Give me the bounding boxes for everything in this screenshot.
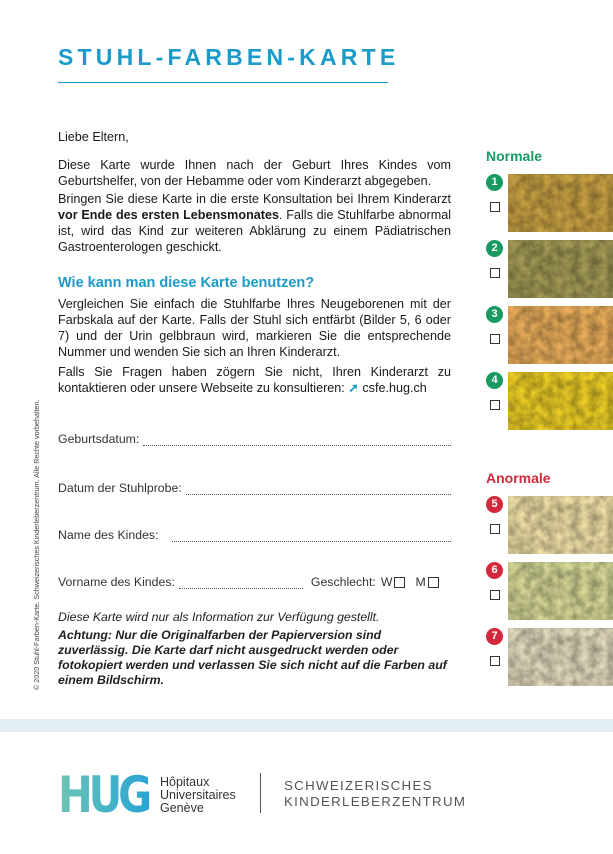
- swatch-number-4: 4: [486, 372, 503, 389]
- swatch-checkbox-6[interactable]: [490, 590, 500, 600]
- stool-color-swatch-5: [508, 496, 613, 554]
- stool-color-swatch-7: [508, 628, 613, 686]
- footer-band: [0, 719, 613, 732]
- stool-date-field[interactable]: [58, 477, 451, 495]
- swatch-checkbox-1[interactable]: [490, 202, 500, 212]
- child-firstname-label: Vorname des Kindes:: [58, 575, 175, 589]
- swatch-number-5: 5: [486, 496, 503, 513]
- intro-paragraph-1: Diese Karte wurde Ihnen nach der Geburt Ihres Kindes vom Geburtshelfer, von der Hebamme oder vom Kinderarzt abgegeben.: [58, 158, 451, 188]
- stool-color-swatch-6: [508, 562, 613, 620]
- swatch-checkbox-4[interactable]: [490, 400, 500, 410]
- swatch-texture: [508, 306, 613, 364]
- website-link[interactable]: csfe.hug.ch: [362, 381, 427, 395]
- institution-line-3: Genève: [160, 801, 204, 815]
- stool-color-swatch-3: [508, 306, 613, 364]
- birth-date-input-line[interactable]: [143, 433, 451, 446]
- child-name-field[interactable]: [58, 524, 451, 542]
- swatch-row-4: [486, 372, 613, 430]
- footer-divider: [260, 773, 261, 813]
- normal-section-label: Normale: [486, 148, 543, 164]
- intro-paragraph-2-start: Bringen Sie diese Karte in die erste Konsultation bei Ihrem Kinderarzt: [58, 192, 451, 206]
- greeting: Liebe Eltern,: [58, 130, 129, 144]
- info-note: Diese Karte wird nur als Information zur Verfügung gestellt.: [58, 610, 380, 624]
- swatch-checkbox-2[interactable]: [490, 268, 500, 278]
- gender-w-checkbox[interactable]: [394, 577, 405, 588]
- stool-date-label: Datum der Stuhlprobe:: [58, 481, 182, 495]
- intro-paragraph-2: [58, 191, 451, 255]
- swatch-texture: [508, 372, 613, 430]
- swatch-number-6: 6: [486, 562, 503, 579]
- swatch-row-6: [486, 562, 613, 620]
- stool-date-input-line[interactable]: [186, 482, 451, 495]
- swatch-texture: [508, 628, 613, 686]
- warning-note: Achtung: Nur die Originalfarben der Papierversion sind zuverlässig. Die Karte darf nicht ausgedruckt werden oder fotokopiert werden und verlassen Sie sich nicht auf die Farben auf einem Bildschirm.: [58, 628, 447, 687]
- birth-date-field[interactable]: [58, 428, 451, 446]
- link-arrow-icon: ➚: [348, 381, 359, 395]
- gender-w-label: W: [380, 575, 393, 589]
- usage-paragraph-1: Vergleichen Sie einfach die Stuhlfarbe Ihres Neugeborenen mit der Farbskala auf der Karte. Falls der Stuhl sich entfärbt (Bilder 5, 6 oder 7) und der Urin gelbbraun wird, markieren Sie die entsprechende Nummer und wenden Sie sich an Ihren Kinderarzt.: [58, 297, 451, 359]
- swatch-texture: [508, 562, 613, 620]
- stool-color-swatch-2: [508, 240, 613, 298]
- child-firstname-field[interactable]: [58, 571, 451, 589]
- usage-heading: Wie kann man diese Karte benutzen?: [58, 275, 315, 291]
- center-line-1: SCHWEIZERISCHES: [284, 778, 433, 793]
- center-name: [284, 778, 466, 810]
- swatch-row-5: [486, 496, 613, 554]
- birth-date-label: Geburtsdatum:: [58, 432, 140, 446]
- gender-label: Geschlecht:: [310, 575, 376, 589]
- gender-m-label: M: [415, 575, 426, 589]
- page-title: STUHL-FARBEN-KARTE: [58, 44, 400, 70]
- institution-line-1: Hôpitaux: [160, 775, 210, 789]
- gender-group: [311, 575, 449, 589]
- usage-paragraph-2: [58, 364, 451, 396]
- center-line-2: KINDERLEBERZENTRUM: [284, 794, 467, 809]
- institution-line-2: Universitaires: [160, 788, 236, 802]
- gender-m-checkbox[interactable]: [428, 577, 439, 588]
- swatch-row-1: [486, 174, 613, 232]
- swatch-texture: [508, 496, 613, 554]
- swatch-number-3: 3: [486, 306, 503, 323]
- swatch-checkbox-5[interactable]: [490, 524, 500, 534]
- title-divider: [58, 82, 388, 83]
- child-name-input-line[interactable]: [172, 529, 451, 542]
- hug-logo-text: HUG: [58, 766, 150, 824]
- stool-color-swatch-4: [508, 372, 613, 430]
- institution-name: [160, 776, 236, 815]
- swatch-checkbox-3[interactable]: [490, 334, 500, 344]
- swatch-row-7: [486, 628, 613, 686]
- swatch-row-3: [486, 306, 613, 364]
- hug-logo: [58, 766, 150, 824]
- stool-color-swatch-1: [508, 174, 613, 232]
- swatch-row-2: [486, 240, 613, 298]
- swatch-texture: [508, 240, 613, 298]
- intro-paragraph-2-emphasis: vor Ende des ersten Lebensmonates: [58, 208, 279, 222]
- copyright-note: © 2020 Stuhl-Farben-Karte. Schweizerisches Kinderleberzentrum. Alle Rechte vorbehalten.: [32, 399, 41, 690]
- usage-paragraph-2-text: Falls Sie Fragen haben zögern Sie nicht, Ihren Kinderarzt zu kontaktieren oder unsere Webseite zu konsultieren:: [58, 365, 451, 395]
- swatch-number-1: 1: [486, 174, 503, 191]
- swatch-texture: [508, 174, 613, 232]
- child-firstname-input-line[interactable]: [179, 576, 303, 589]
- swatch-number-7: 7: [486, 628, 503, 645]
- intro-paragraph-2-end: . Falls die Stuhlfarbe abnormal ist, wird das Kind zur weiteren Abklärung zu einem Pädiatrischen Gastroenterologen geschickt.: [58, 208, 451, 254]
- swatch-checkbox-7[interactable]: [490, 656, 500, 666]
- child-name-label: Name des Kindes:: [58, 528, 159, 542]
- abnormal-section-label: Anormale: [486, 470, 551, 486]
- swatch-number-2: 2: [486, 240, 503, 257]
